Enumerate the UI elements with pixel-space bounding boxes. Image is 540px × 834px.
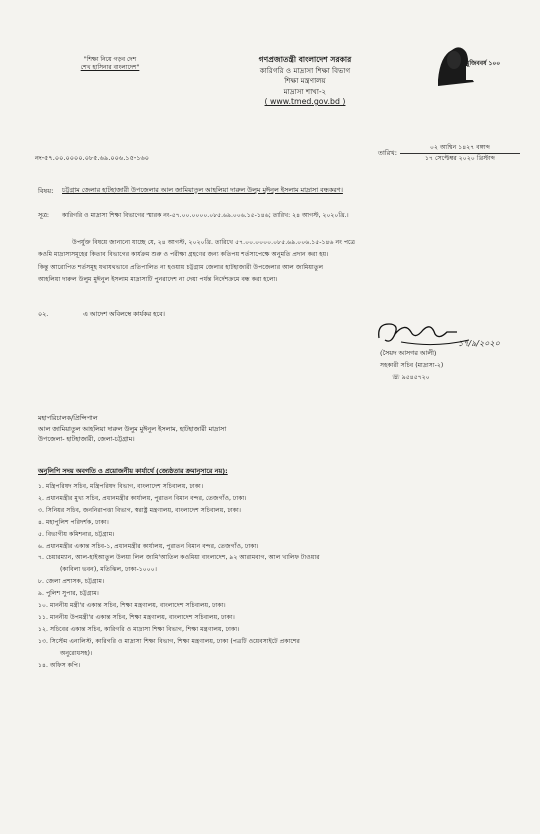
date-gregorian: ১৭ সেপ্টেম্বর ২০২০ খ্রিস্টাব্দ [425,155,495,162]
list-item: ৩. সিনিয়র সচিব, জননিরাপত্তা বিভাগ, স্বরাষ্ট্র মন্ত্রণালয়, বাংলাদেশ সচিবালয়, ঢাকা। [38,506,242,514]
addressee [38,413,226,445]
list-item: ২. প্রধানমন্ত্রীর মুখ্য সচিব, প্রধানমন্ত্রীর কার্যালয়, পুরাতন বিমান বন্দর, তেজগাঁও, ঢাকা। [38,494,247,502]
cc-list [38,481,518,672]
list-item: ১৪. অফিস কপি। [38,661,81,669]
addressee-line-3: উপজেলা- হাটহাজারী, জেলা-চট্টগ্রাম। [38,435,135,443]
list-item: ১৩. সিস্টেম এনালিস্ট, কারিগরি ও মাদ্রাসা শিক্ষা বিভাগ, শিক্ষা মন্ত্রণালয়, ঢাকা (পত্রটি ওয়েবসাইটে প্রকাশের [38,637,300,645]
reference-label: সূত্র: [38,211,50,219]
government-name: গণপ্রজাতন্ত্রী বাংলাদেশ সরকার [258,55,352,64]
branch-name: মাদ্রাসা শাখা-২ [283,86,327,96]
list-item: ১২. সচিবের একান্ত সচিব, কারিগরি ও মাদ্রাসা শিক্ষা বিভাগ, শিক্ষা মন্ত্রণালয়, ঢাকা। [38,625,240,633]
letterhead [190,55,420,108]
division-name: কারিগরি ও মাদ্রাসা শিক্ষা বিভাগ [259,65,351,75]
signature-date: ১৭/৯/২০২০ [458,339,500,348]
subject-text: চট্টগ্রাম জেলার হাটহাজারী উপজেলার আল জামিয়াতুল আহলিয়া দারুল উলুম মুঈনুল ইসলাম মাদ্রাসা বন্ধকরণ। [62,186,343,194]
memo-number: নং-৫৭.০০.০০০০.০৮৫.৬৯.০০৬.১৫-১৬০ [35,154,150,162]
body-line-4: আহলিয়া দারুল উলুম মুঈনুল ইসলাম মাদ্রাসাটি পুনরাদেশ না দেয়া পর্যন্ত নির্দেশক্রমে বন্ধ করা হলো। [38,276,278,284]
list-item-continued: অনুরোধসহ)। [60,649,93,657]
addressee-line-2: আল জামিয়াতুল আহলিয়া দারুল উলুম মুঈনুল ইসলাম, হাটহাজারী মাদ্রাসা [38,424,227,433]
slogan-line-1: "শিক্ষা নিয়ে গড়ব দেশ [83,56,137,63]
cc-heading: অনুলিপি সদয় অবগতি ও প্রয়োজনীয় কার্যার্থে (জ্যেষ্ঠতার ক্রমানুসারে নয়): [38,467,228,475]
ministry-name: শিক্ষা মন্ত্রণালয় [284,76,326,85]
list-item-continued: (কাবিলা ভবন), মতিঝিল, ঢাকা-১০০০। [60,566,158,574]
list-item: ৫. বিভাগীয় কমিশনার, চট্টগ্রাম। [38,530,115,538]
slogan-line-2: শেখ হাসিনার বাংলাদেশ" [80,64,140,71]
date-box [400,143,520,164]
list-item: ১১. মাননীয় উপমন্ত্রী'র একান্ত সচিব, শিক্ষা মন্ত্রণালয়, বাংলাদেশ সচিবালয়, ঢাকা। [38,613,235,621]
list-item: ৯. পুলিশ সুপার, চট্টগ্রাম। [38,590,99,598]
signatory-title: সহকারী সচিব (মাদ্রাসা-২) [380,362,444,369]
point-2-text: এ আদেশ অবিলম্বে কার্যকর হবে। [83,310,165,318]
point-2-number: ০২. [38,310,49,318]
date-label: তারিখ: [378,149,397,157]
website-link[interactable]: ( www.tmed.gov.bd ) [264,97,346,106]
signatory-phone: ☏ ৯৫৪৫৭২০ [392,374,430,381]
reference-text: কারিগরি ও মাদ্রাসা শিক্ষা বিভাগের স্মারক নং-৫৭.০০.০০০০.০৮৫.৬৯.০০৬.১৫-১৪৬; তারিখ: ২৪ আগস্ট, ২০২০খ্রি.। [62,212,349,219]
list-item: ৪. মহাপুলিশ পরিদর্শক, ঢাকা। [38,518,109,526]
logo-caption: মুজিববর্ষ ১০০ [466,60,501,67]
addressee-line-1: মহাপরিচালক/প্রিন্সিপাল [38,414,98,422]
body-line-3: কিন্তু আরোপিত শর্তসমূহ যথাযথভাবে প্রতিপালিত না হওয়ায় চট্টগ্রাম জেলার হাটহাজারী উপজেলার আল জামিয়াতুল [38,263,324,271]
slogan [60,56,160,72]
signatory-name: (সৈয়দ আসগর আলী) [380,349,437,357]
date-bangla: ০২ আশ্বিন ১৪২৭ বঙ্গাব্দ [400,143,520,154]
subject-label: বিষয়: [38,187,54,195]
body-line-1: উপর্যুক্ত বিষয়ে জানানো যাচ্ছে যে, ২৪ আগস্ট, ২০২০খ্রি. তারিখে ৫৭.০০.০০০০.০৮৫.৬৯.০০৬.১৫-১৪৬ নং পত্রে [72,239,356,246]
list-item: ১০. মাননীয় মন্ত্রী'র একান্ত সচিব, শিক্ষা মন্ত্রণালয়, বাংলাদেশ সচিবালয়, ঢাকা। [38,602,226,610]
body-line-2: কওমি মাদ্রাসাসমূহের কিতাব বিভাগের কার্যক্রম শুরু ও পরীক্ষা গ্রহণের জন্য কতিপয় শর্তসাপেক্ষে অনুমতি প্রদান করা হয়। [38,251,329,259]
list-item: ৬. প্রধানমন্ত্রীর একান্ত সচিব-১, প্রধানমন্ত্রীর কার্যালয়, পুরাতন বিমান বন্দর, তেজগাঁও, ঢাকা। [38,542,259,550]
list-item: ৭. চেয়ারম্যান, আল-হাইআতুল উলয়া লিল জামি'আতিল কওমিয়া বাংলাদেশ, ৯২ আরামবাগ, আল খালিফ টাওয়ার [38,554,320,562]
letter-body [38,237,522,287]
list-item: ১. মন্ত্রিপরিষদ সচিব, মন্ত্রিপরিষদ বিভাগ, বাংলাদেশ সচিবালয়, ঢাকা। [38,483,204,490]
list-item: ৮. জেলা প্রশাসক, চট্টগ্রাম। [38,578,105,586]
